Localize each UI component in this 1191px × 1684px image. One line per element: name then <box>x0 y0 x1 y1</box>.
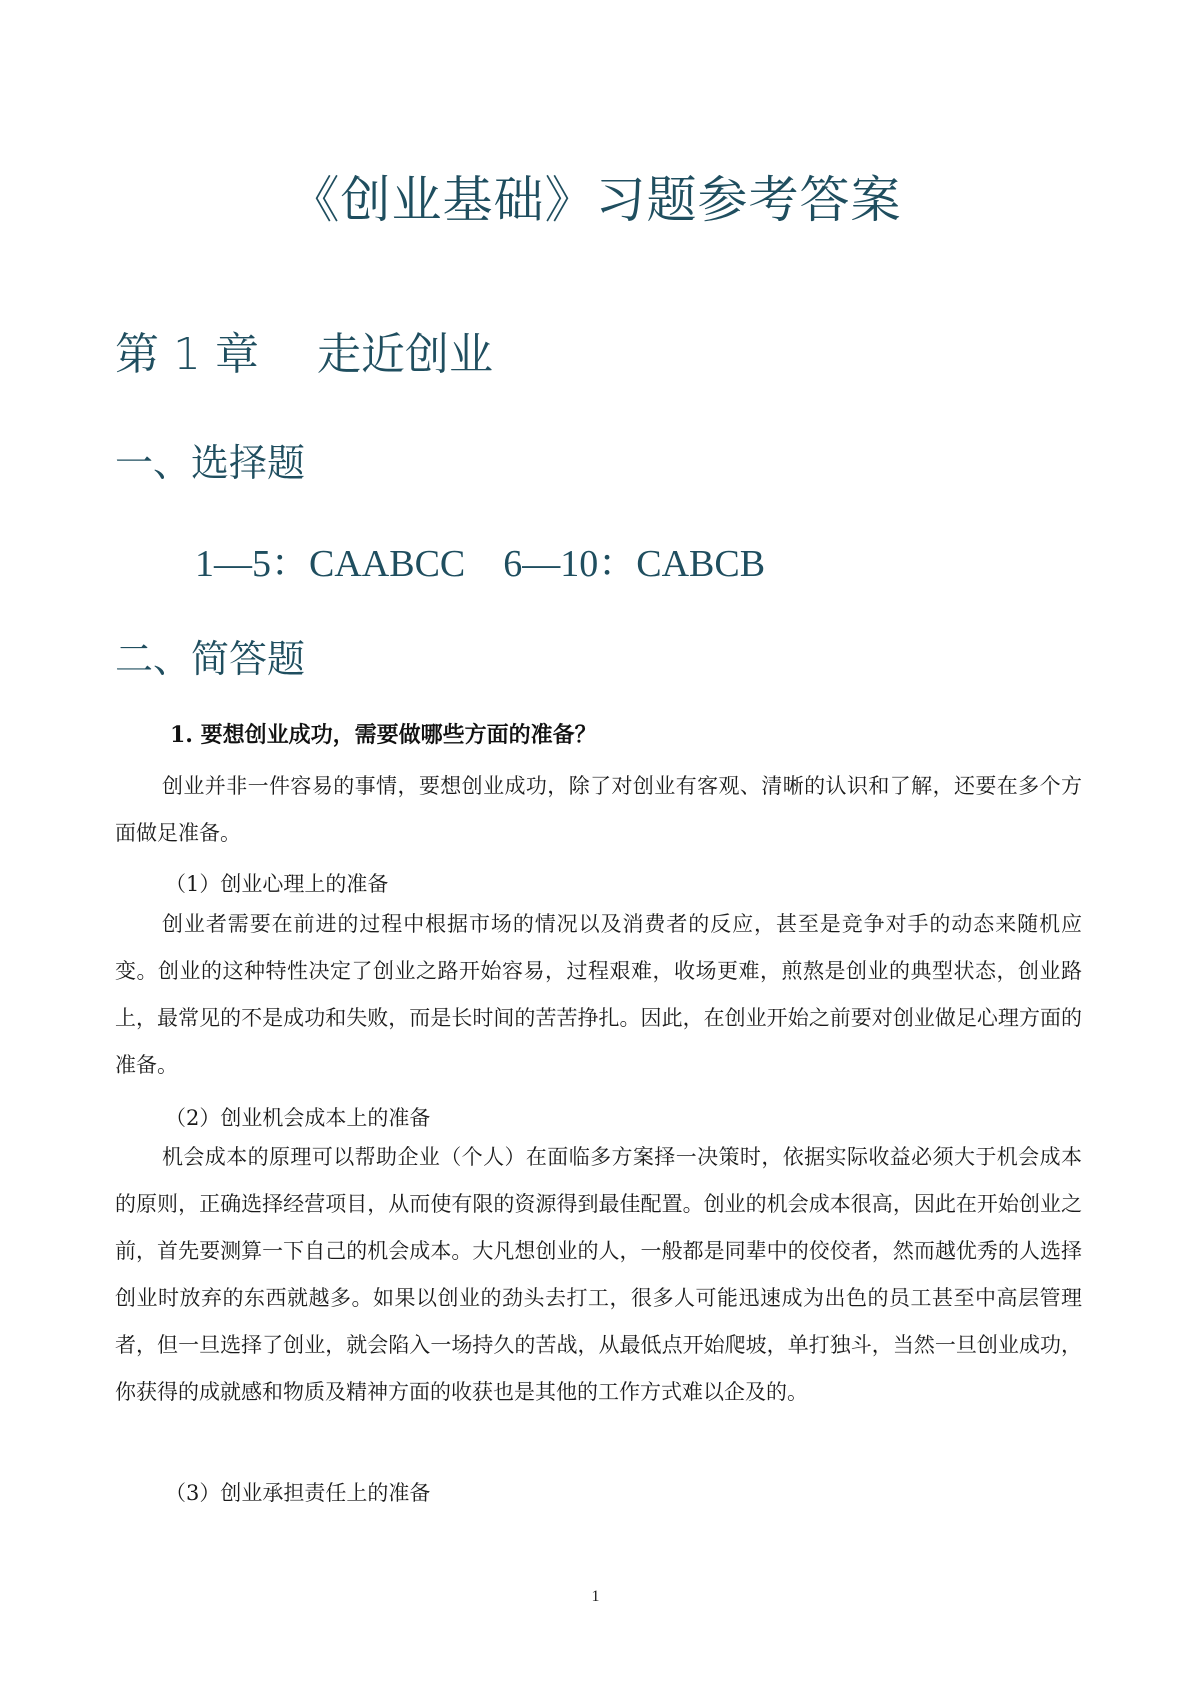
choice-answers: 1—5：CAABCC 6—10：CABCB <box>195 543 766 585</box>
section-heading-short-answer: 二、简答题 <box>115 637 306 681</box>
question-1: 1. 要想创业成功，需要做哪些方面的准备？ <box>170 722 597 748</box>
page-number: 1 <box>591 1588 600 1605</box>
paragraph-psychological: 创业者需要在前进的过程中根据市场的情况以及消费者的反应，甚至是竞争对手的动态来随机应变。创业的这种特性决定了创业之路开始容易，过程艰难，收场更难，煎熬是创业的典型状态，创业路上，最常见的不是成功和失败，而是长时间的苦苦挣扎。因此，在创业开始之前要对创业做足心理方面的准备。 <box>115 912 1082 1077</box>
subheading-responsibility: （3）创业承担责任上的准备 <box>165 1481 431 1505</box>
section-heading-choice: 一、选择题 <box>115 441 306 485</box>
document-title: 《创业基础》习题参考答案 <box>289 171 902 229</box>
subheading-psychological: （1）创业心理上的准备 <box>165 872 389 896</box>
intro-paragraph: 创业并非一件容易的事情，要想创业成功，除了对创业有客观、清晰的认识和了解，还要在多个方面做足准备。 <box>115 774 1082 845</box>
subheading-opportunity-cost: （2）创业机会成本上的准备 <box>165 1106 431 1130</box>
chapter-heading: 第 1 章 走近创业 <box>115 329 493 380</box>
paragraph-opportunity-cost: 机会成本的原理可以帮助企业（个人）在面临多方案择一决策时，依据实际收益必须大于机会成本的原则，正确选择经营项目，从而使有限的资源得到最佳配置。创业的机会成本很高，因此在开始创业之前，首先要测算一下自己的机会成本。大凡想创业的人，一般都是同辈中的佼佼者，然而越优秀的人选择创业时放弃的东西就越多。如果以创业的劲头去打工，很多人可能迅速成为出色的员工甚至中高层管理者，但一旦选择了创业，就会陷入一场持久的苦战，从最低点开始爬坡，单打独斗，当然一旦创业成功，你获得的成就感和物质及精神方面的收获也是其他的工作方式难以企及的。 <box>115 1145 1082 1404</box>
